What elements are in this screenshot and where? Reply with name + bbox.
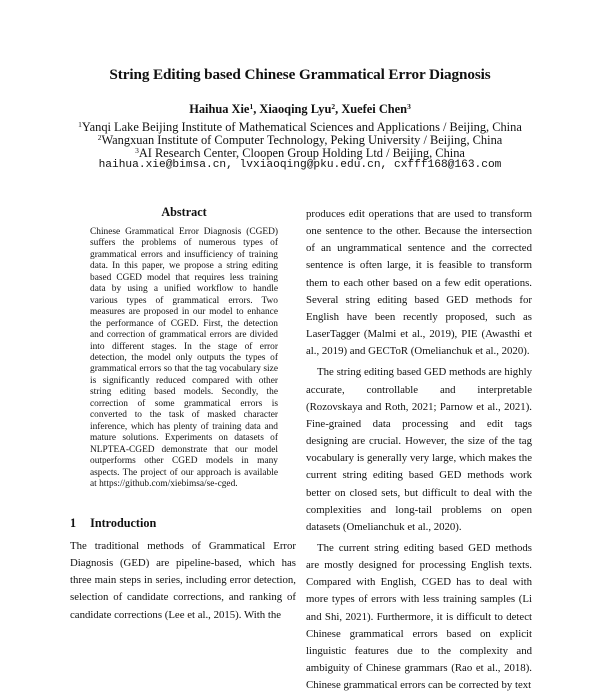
abstract-text: Chinese Grammatical Error Diagnosis (CGED) suffers the problems of numerous types of grammatical errors and insufficiency of training data. In this paper, we propose a string editing based CGED model that requires less training data by using a unified workflow to handle various types of grammatical errors. Two measures are proposed in our model to enhance the performance of CGED. First, the detection and correction of grammatical errors are divided into different stages. In the stage of error detection, the model only outputs the types of grammatical errors so that the tag vocabulary size is significantly reduced compared with other string editing based models. Secondly, the correction of some grammatical errors is converted to the task of masked character inference, which has plenty of training data and mature solutions. Experiments on datasets of NLPTEA-CGED demonstrate that our model outperforms other CGED models in many aspects. The project of our approach is available at https://github.com/xiebimsa/se-cged. bbox=[90, 227, 278, 489]
author-affiliation-mark: 1 bbox=[249, 102, 254, 111]
author-emails: haihua.xie@bimsa.cn, lvxiaoqing@pku.edu.cn, cxfff168@163.com bbox=[98, 159, 502, 171]
abstract-heading: Abstract bbox=[161, 205, 207, 219]
section-number: 1 bbox=[70, 516, 77, 530]
body-paragraph: The string editing based GED methods are highly accurate, controllable and interpretable (Rozovskaya and Roth, 2021; Parnow et al., 2021). Fine-grained data processing and edit tags designing are crucial. However, the size of the tag vocabulary is generally very large, which makes the current string editing based GED methods work better on closed sets, but difficult to deal with the complexities and long-tail problems on open datasets (Omelianchuk et al., 2020). bbox=[306, 366, 532, 533]
author-separator: , bbox=[335, 102, 342, 116]
body-paragraph: produces edit operations that are used to transform one sentence to the other. Because the intersection of an ungrammatical sentence and the corrected sentence is often large, it is feasible to transform them to each other based on a few edit operations. Several string editing based GED methods for English have been recently proposed, such as LaserTagger (Malmi et al., 2019), PIE (Awasthi et al., 2019) and GECToR (Omelianchuk et al., 2020). bbox=[306, 208, 532, 358]
right-column bbox=[306, 206, 532, 694]
author-list bbox=[0, 102, 600, 117]
author-name: Xuefei Chen bbox=[341, 102, 408, 116]
body-paragraph: The current string editing based GED methods are mostly designed for processing English texts. Compared with English, CGED has to deal with more types of errors with less training samples (Li and Shi, 2021). Furthermore, it is difficult to detect Chinese grammatical errors based on explicit linguistic features due to the complexity and ambiguity of Chinese grammars (Rao et al., 2018). Chinese grammatical errors can be corrected by text bbox=[306, 541, 532, 692]
section-heading bbox=[70, 516, 300, 531]
affiliation-mark: 3 bbox=[135, 146, 139, 155]
author-affiliation-mark: 2 bbox=[331, 102, 336, 111]
introduction-text: The traditional methods of Grammatical Error Diagnosis (GED) are pipeline-based, which has three main steps in series, including error detection, selection of candidate corrections, and ranking of candidate corrections (Lee et al., 2015). With the bbox=[70, 540, 296, 621]
author-name: Xiaoqing Lyu bbox=[259, 102, 332, 116]
author-name: Haihua Xie bbox=[189, 102, 250, 116]
author-separator: , bbox=[253, 102, 260, 116]
affiliation-mark: 2 bbox=[97, 133, 102, 142]
section-title: Introduction bbox=[90, 516, 157, 530]
affiliation-text: Wangxuan Institute of Computer Technology, Peking University / Beijing, China bbox=[101, 133, 503, 147]
paper-title: String Editing based Chinese Grammatical Error Diagnosis bbox=[109, 66, 491, 83]
affiliation-text: Yanqi Lake Beijing Institute of Mathematical Sciences and Applications / Beijing, China bbox=[81, 120, 522, 134]
affiliation-mark: 1 bbox=[78, 120, 82, 129]
affiliation-text: AI Research Center, Cloopen Group Holding Ltd / Beijing, China bbox=[138, 146, 465, 160]
author-affiliation-mark: 3 bbox=[407, 102, 411, 111]
